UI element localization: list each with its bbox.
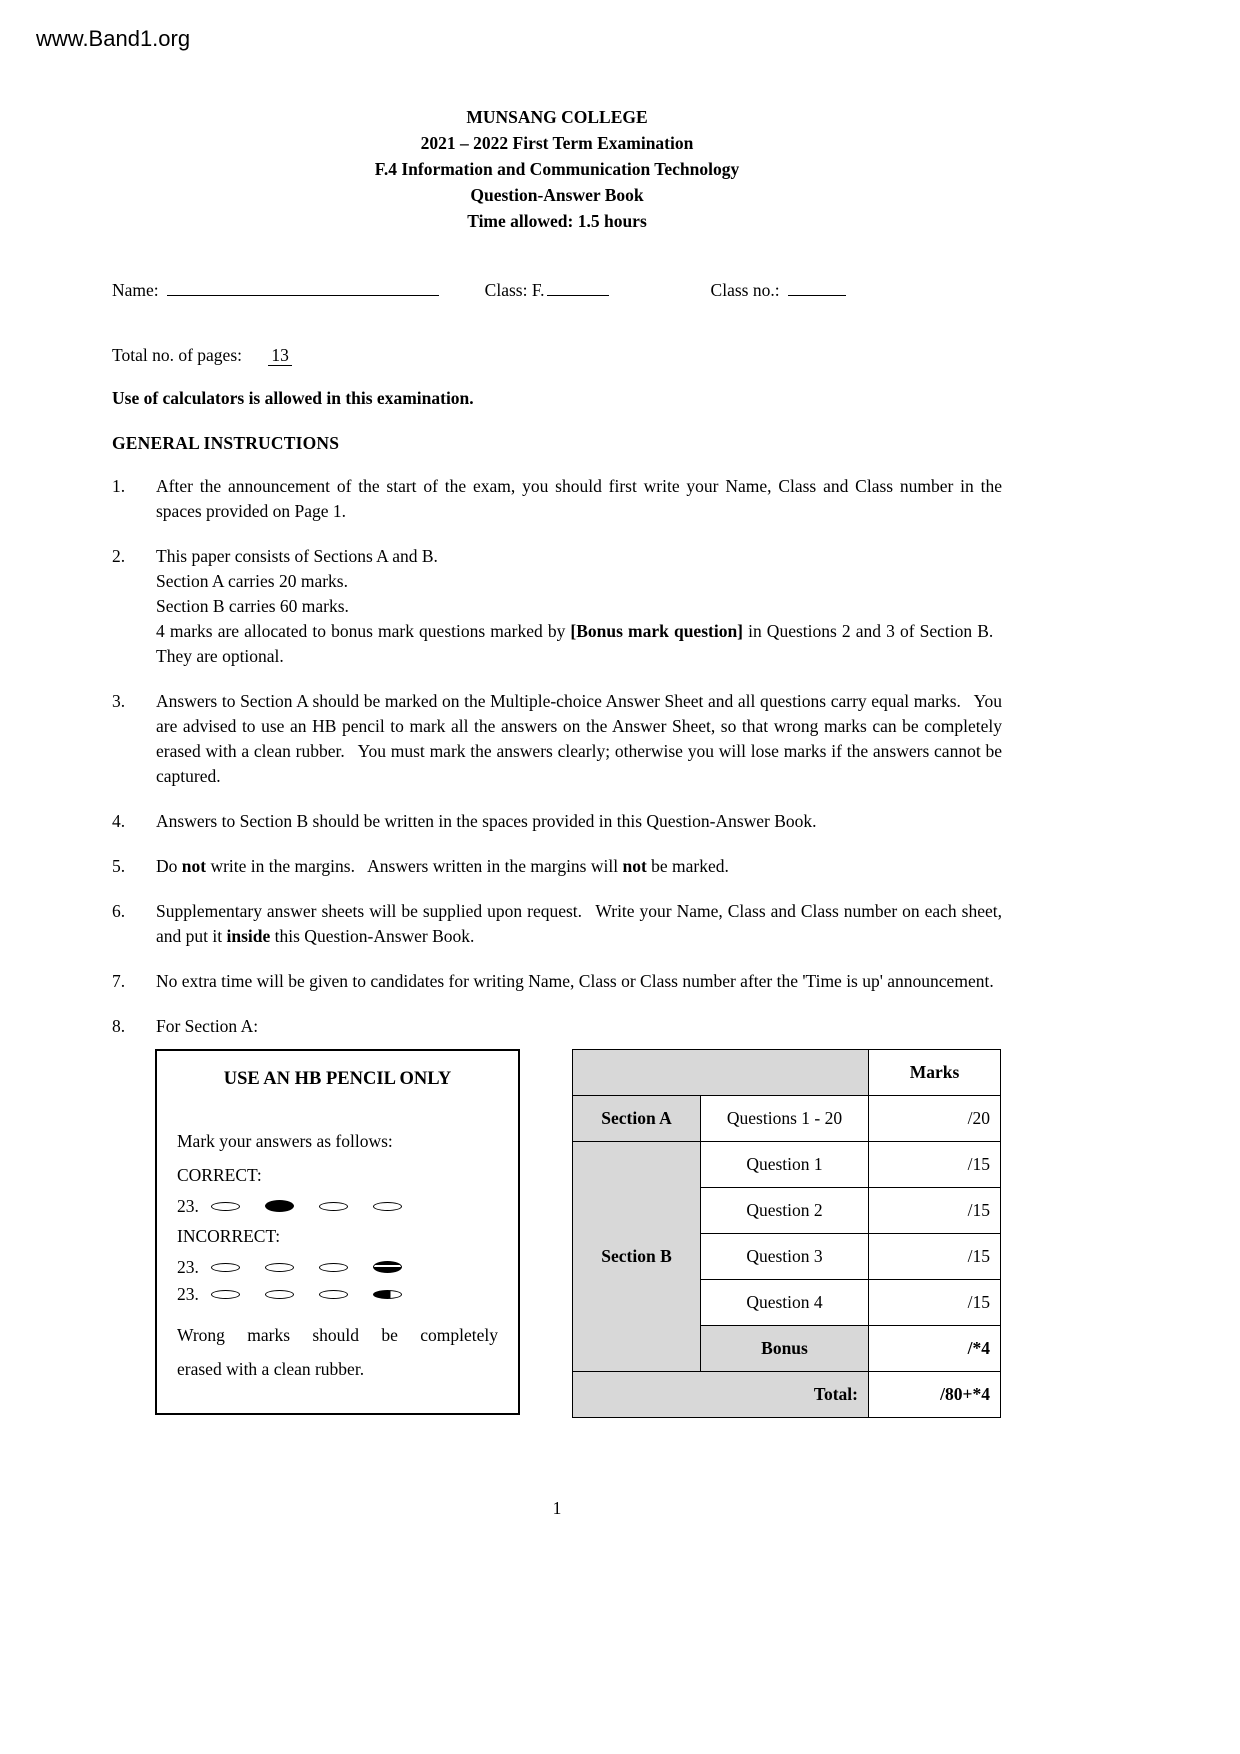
question-number: 23. [177,1195,199,1216]
answer-oval-partial-icon [373,1290,402,1299]
question-1-cell: Question 1 [701,1142,869,1188]
exam-header [112,104,1002,234]
question-3-marks-cell: /15 [869,1234,1001,1280]
book-title: Question-Answer Book [470,185,644,205]
bonus-cell: Bonus [701,1326,869,1372]
question-2-marks-cell: /15 [869,1188,1001,1234]
instruction-7 [112,969,1002,994]
question-number: 23. [177,1256,199,1277]
total-marks-cell: /80+*4 [869,1372,1001,1418]
answer-oval-empty-icon [211,1290,240,1299]
instruction-text: Answers to Section A should be marked on the Multiple-choice Answer Sheet and all questions carry equal marks. You are advised to use an HB pencil to mark all the answers on the Answer Sheet, so that wrong marks can be completely erased with a clean rubber. You must mark the answers clearly; otherwise you will lose marks if the answers cannot be captured. [156,691,1002,786]
section-a-marks-cell: /20 [869,1096,1001,1142]
instruction-2 [112,544,1002,669]
answer-oval-empty-icon [319,1263,348,1272]
pencil-box-note: Wrong marks should be completely erased with a clean rubber. [177,1325,498,1379]
answer-oval-empty-icon [211,1263,240,1272]
instruction-1 [112,474,1002,524]
hb-pencil-instructions-box [155,1049,520,1415]
table-row [573,1372,1001,1418]
instruction-text: Answers to Section B should be written in the spaces provided in this Question-Answer Book. [156,811,817,831]
instruction-text: For Section A: [156,1016,259,1036]
correct-label: CORRECT: [177,1165,262,1185]
class-blank-line [547,281,609,296]
general-instructions-heading: GENERAL INSTRUCTIONS [112,433,340,453]
bonus-marks-cell: /*4 [869,1326,1001,1372]
instruction-text [156,544,1002,669]
total-pages-label: Total no. of pages: [112,345,242,365]
pencil-box-title: USE AN HB PENCIL ONLY [223,1069,452,1089]
total-pages-row [112,345,1002,366]
exam-title: 2021 – 2022 First Term Examination [420,133,694,153]
instruction-text: Do not write in the margins. Answers written in the margins will not be marked. [156,856,729,876]
answer-oval-empty-icon [211,1202,240,1211]
calculator-note: Use of calculators is allowed in this examination. [112,388,474,408]
school-name: MUNSANG COLLEGE [466,107,648,127]
instruction-number: 2. [112,546,126,566]
incorrect-example-row-1 [177,1256,498,1277]
section-b-cell: Section B [573,1142,701,1372]
instruction-number: 7. [112,971,126,991]
question-4-marks-cell: /15 [869,1280,1001,1326]
class-no-blank-line [788,281,846,296]
time-allowed: Time allowed: 1.5 hours [467,211,647,231]
class-label: Class: F. [484,280,545,300]
question-number: 23. [177,1283,199,1304]
table-row [573,1096,1001,1142]
answer-oval-empty-icon [319,1290,348,1299]
page-number: 1 [552,1498,562,1518]
instruction-5 [112,854,1002,879]
student-info-row [112,280,1002,301]
section-a-item-cell: Questions 1 - 20 [701,1096,869,1142]
section-a-cell: Section A [573,1096,701,1142]
instruction-line: Section A carries 20 marks. [156,571,348,591]
subject-title: F.4 Information and Communication Technology [374,159,740,179]
instruction-4 [112,809,1002,834]
instruction-3 [112,689,1002,789]
marks-header-cell: Marks [869,1050,1001,1096]
instruction-text: Supplementary answer sheets will be supplied upon request. Write your Name, Class and Class number on each sheet, and put it inside this Question-Answer Book. [156,901,1002,946]
table-header-blank-cell [573,1050,869,1096]
answer-oval-empty-icon [265,1290,294,1299]
instruction-6 [112,899,1002,949]
instruction-text: After the announcement of the start of the exam, you should first write your Name, Class and Class number in the spaces provided on Page 1. [156,476,1002,521]
question-4-cell: Question 4 [701,1280,869,1326]
instruction-number: 5. [112,856,126,876]
marks-table [572,1049,1001,1418]
instruction-number: 1. [112,476,126,496]
answer-oval-empty-icon [265,1263,294,1272]
total-label-cell: Total: [573,1372,869,1418]
instruction-text: No extra time will be given to candidates for writing Name, Class or Class number after the 'Time is up' announcement. [156,971,994,991]
bonus-mark-question-highlight: [Bonus mark question] [570,621,744,641]
incorrect-label: INCORRECT: [177,1226,281,1246]
instruction-line: This paper consists of Sections A and B. [156,546,438,566]
question-2-cell: Question 2 [701,1188,869,1234]
instruction-number: 6. [112,901,126,921]
correct-example-row [177,1195,498,1216]
instruction-line: 4 marks are allocated to bonus mark questions marked by [Bonus mark question] in Questions 2 and 3 of Section B. They are optional. [156,621,1002,666]
table-row [573,1142,1001,1188]
watermark: www.Band1.org [36,26,191,51]
incorrect-example-row-2 [177,1283,498,1304]
name-blank-line [167,281,439,296]
section-a-info-row [155,1049,1002,1418]
question-1-marks-cell: /15 [869,1142,1001,1188]
instruction-number: 8. [112,1016,126,1036]
pencil-box-intro: Mark your answers as follows: [177,1131,393,1151]
question-3-cell: Question 3 [701,1234,869,1280]
instruction-number: 3. [112,691,126,711]
answer-oval-scribbled-icon [373,1261,402,1273]
answer-oval-filled-icon [265,1200,294,1212]
page-content [112,0,1002,1418]
class-no-label: Class no.: [710,280,780,300]
instruction-number: 4. [112,811,126,831]
instruction-line: Section B carries 60 marks. [156,596,349,616]
instruction-8 [112,1014,1002,1039]
total-pages-value: 13 [268,345,292,366]
answer-oval-empty-icon [373,1202,402,1211]
table-row [573,1050,1001,1096]
name-label: Name: [112,280,159,300]
answer-oval-empty-icon [319,1202,348,1211]
